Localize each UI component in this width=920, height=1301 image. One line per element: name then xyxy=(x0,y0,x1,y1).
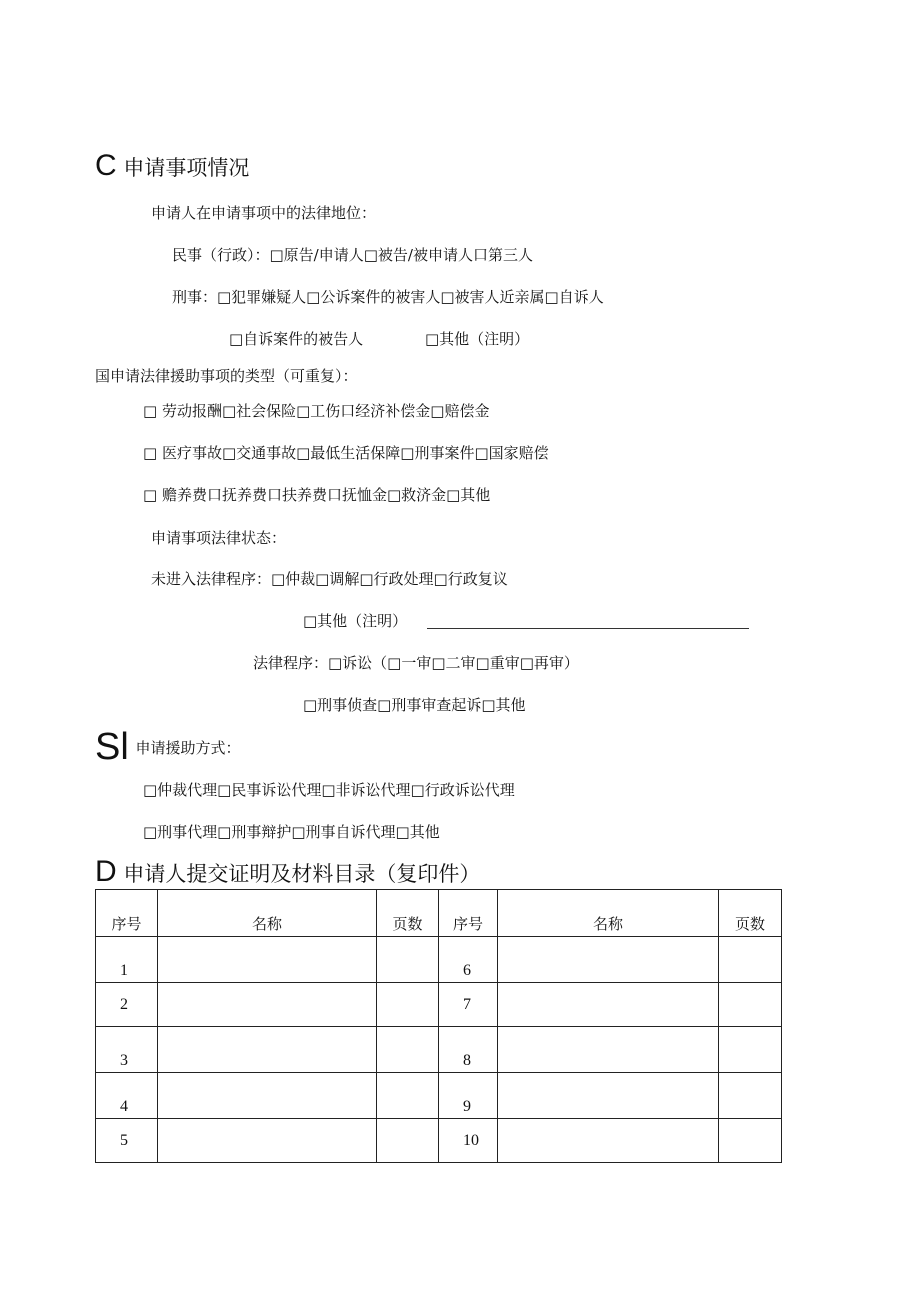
aid-method-label: 申请援助方式： xyxy=(135,739,241,757)
name-cell[interactable] xyxy=(158,937,377,983)
section-c-heading xyxy=(95,149,250,182)
pages-cell[interactable] xyxy=(719,937,782,983)
section-c-title: 申请事项情况 xyxy=(123,156,250,180)
materials-table-header xyxy=(96,890,782,937)
legal-status-label: 申请人在申请事项中的法律地位： xyxy=(151,204,377,222)
legal-procedure-options: 法律程序：□诉讼（□一审□二审□重审□再审） xyxy=(253,654,579,672)
materials-table xyxy=(95,889,782,1163)
name-cell[interactable] xyxy=(498,983,719,1027)
name-cell[interactable] xyxy=(158,1119,377,1163)
aid-method-marker: Sl xyxy=(95,726,129,768)
row-number-right: 7 xyxy=(439,983,498,1027)
name-cell[interactable] xyxy=(158,983,377,1027)
aid-method-options-1: □仲裁代理□民事诉讼代理□非诉讼代理□行政诉讼代理 xyxy=(143,781,515,799)
table-row xyxy=(96,983,782,1027)
legal-procedure-status-label: 申请事项法律状态： xyxy=(151,529,287,547)
table-row xyxy=(96,1073,782,1119)
aid-method-options-2: □刑事代理□刑事辩护□刑事自诉代理□其他 xyxy=(143,823,440,841)
name-cell[interactable] xyxy=(498,1027,719,1073)
row-number-left: 1 xyxy=(96,937,158,983)
name-cell[interactable] xyxy=(498,1073,719,1119)
header-pages-right: 页数 xyxy=(719,890,782,937)
row-number-left: 3 xyxy=(96,1027,158,1073)
criminal-status-defendant: □自诉案件的被告人 xyxy=(229,330,364,348)
row-number-left: 4 xyxy=(96,1073,158,1119)
other-note-underline xyxy=(427,628,749,629)
aid-type-options-1: □ 劳动报酬□社会保险□工伤口经济补偿金□赔偿金 xyxy=(143,402,490,420)
other-note-option: □其他（注明） xyxy=(303,612,408,630)
row-number-right: 8 xyxy=(439,1027,498,1073)
header-name-left: 名称 xyxy=(158,890,377,937)
pages-cell[interactable] xyxy=(377,983,439,1027)
criminal-status-other: □其他（注明） xyxy=(425,330,530,348)
row-number-right: 9 xyxy=(439,1073,498,1119)
table-row xyxy=(96,937,782,983)
not-entered-procedure-options: 未进入法律程序：□仲裁□调解□行政处理□行政复议 xyxy=(151,570,508,588)
civil-status-options: 民事（行政）：□原告/申请人□被告/被申请人口第三人 xyxy=(172,246,533,264)
row-number-right: 6 xyxy=(439,937,498,983)
aid-type-label: 国申请法律援助事项的类型（可重复）： xyxy=(95,367,358,385)
row-number-left: 2 xyxy=(96,983,158,1027)
section-d-marker: D xyxy=(95,855,117,888)
name-cell[interactable] xyxy=(158,1073,377,1119)
pages-cell[interactable] xyxy=(377,1027,439,1073)
name-cell[interactable] xyxy=(498,937,719,983)
pages-cell[interactable] xyxy=(377,1119,439,1163)
pages-cell[interactable] xyxy=(377,1073,439,1119)
pages-cell[interactable] xyxy=(719,983,782,1027)
header-pages-left: 页数 xyxy=(377,890,439,937)
pages-cell[interactable] xyxy=(719,1073,782,1119)
header-seq-left: 序号 xyxy=(96,890,158,937)
section-d-title: 申请人提交证明及材料目录（复印件） xyxy=(123,862,481,886)
pages-cell[interactable] xyxy=(719,1027,782,1073)
table-row xyxy=(96,1119,782,1163)
pages-cell[interactable] xyxy=(377,937,439,983)
header-name-right: 名称 xyxy=(498,890,719,937)
row-number-right: 10 xyxy=(439,1119,498,1163)
header-seq-right: 序号 xyxy=(439,890,498,937)
row-number-left: 5 xyxy=(96,1119,158,1163)
table-row xyxy=(96,1027,782,1073)
section-c-marker: C xyxy=(95,149,117,182)
name-cell[interactable] xyxy=(158,1027,377,1073)
aid-type-options-3: □ 赡养费口抚养费口扶养费口抚恤金□救济金□其他 xyxy=(143,486,491,504)
aid-type-options-2: □ 医疗事故□交通事故□最低生活保障□刑事案件□国家赔偿 xyxy=(143,444,549,462)
aid-method-heading xyxy=(95,728,241,766)
criminal-status-options-1: 刑事：□犯罪嫌疑人□公诉案件的被害人□被害人近亲属□自诉人 xyxy=(172,288,604,306)
name-cell[interactable] xyxy=(498,1119,719,1163)
criminal-procedure-options: □刑事侦查□刑事审查起诉□其他 xyxy=(303,696,526,714)
pages-cell[interactable] xyxy=(719,1119,782,1163)
section-d-heading xyxy=(95,855,481,888)
